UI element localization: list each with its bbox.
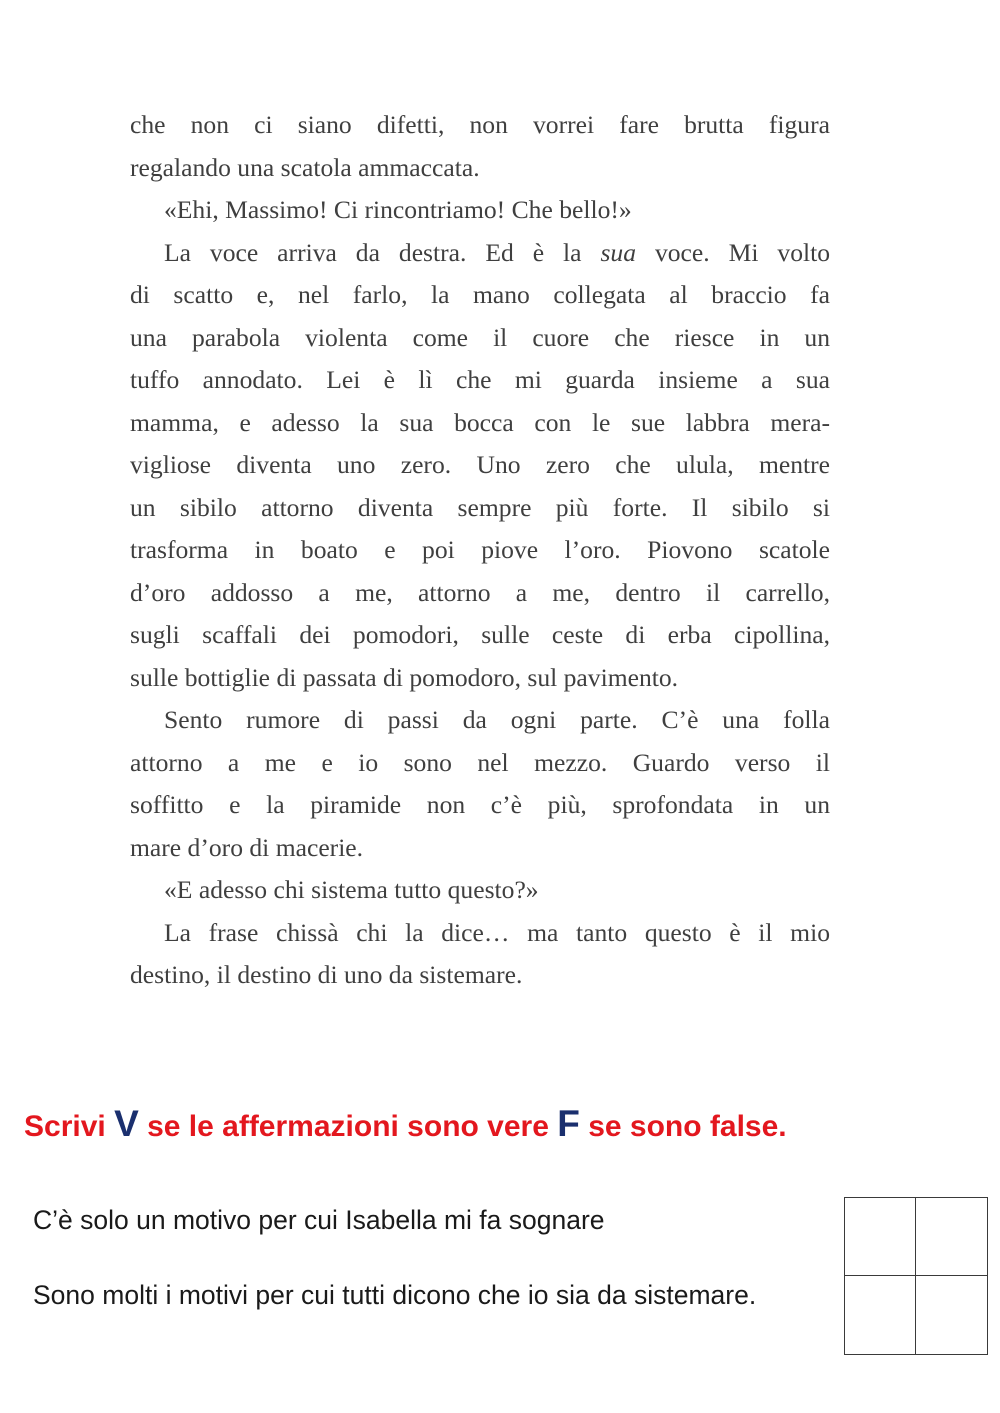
answer-box-statement-2-a[interactable] (845, 1276, 916, 1354)
passage-text: La voce arriva da destra. Ed è la (164, 237, 601, 267)
false-letter: F (557, 1103, 580, 1144)
exercise-instruction (24, 1099, 984, 1152)
passage-line (130, 232, 830, 275)
passage-line: che non ci siano difetti, non vorrei fare brutta figura (130, 110, 830, 139)
passage-text: voce. Mi volto (636, 237, 831, 267)
statement-1: C’è solo un motivo per cui Isabella mi fa sognare (33, 1205, 605, 1235)
passage-line: trasforma in boato e poi piove l’oro. Piovono scatole (130, 535, 830, 564)
passage-line: vigliose diventa uno zero. Uno zero che ulula, mentre (130, 450, 830, 479)
passage-line: regalando una scatola ammaccata. (130, 152, 480, 182)
instruction-text: se sono false. (579, 1110, 787, 1143)
answer-grid (844, 1197, 988, 1355)
true-letter: V (114, 1103, 139, 1144)
passage-line: soffitto e la piramide non c’è più, sprofondata in un (130, 790, 830, 819)
passage-line: destino, il destino di uno da sistemare. (130, 960, 523, 989)
statement-2: Sono molti i motivi per cui tutti dicono che io sia da sistemare. (33, 1280, 757, 1310)
answer-box-statement-1-a[interactable] (845, 1198, 916, 1276)
passage-line: tuffo annodato. Lei è lì che mi guarda insieme a sua (130, 365, 830, 394)
passage-line: «Ehi, Massimo! Ci rincontriamo! Che bello!» (164, 195, 632, 224)
passage-line: mamma, e adesso la sua bocca con le sue labbra mera- (130, 407, 830, 437)
scanned-passage (130, 104, 830, 997)
instruction-text: se le affermazioni sono vere (138, 1110, 558, 1143)
passage-line: d’oro addosso a me, attorno a me, dentro il carrello, (130, 577, 830, 607)
passage-italic-word: sua (600, 237, 636, 267)
instruction-text: Scrivi (24, 1110, 115, 1143)
passage-line: Sento rumore di passi da ogni parte. C’è una folla (164, 705, 830, 734)
passage-line: una parabola violenta come il cuore che riesce in un (130, 322, 830, 352)
passage-line: La frase chissà chi la dice… ma tanto questo è il mio (164, 917, 830, 947)
passage-line: attorno a me e io sono nel mezzo. Guardo verso il (130, 747, 830, 777)
passage-line: mare d’oro di macerie. (130, 832, 364, 862)
passage-line: un sibilo attorno diventa sempre più forte. Il sibilo si (130, 492, 830, 522)
passage-line: «E adesso chi sistema tutto questo?» (164, 875, 539, 904)
passage-line: sulle bottiglie di passata di pomodoro, sul pavimento. (130, 662, 679, 692)
passage-line: di scatto e, nel farlo, la mano collegata al braccio fa (130, 280, 830, 309)
answer-box-statement-1-b[interactable] (916, 1198, 987, 1276)
answer-box-statement-2-b[interactable] (916, 1276, 987, 1354)
passage-line: sugli scaffali dei pomodori, sulle ceste di erba cipollina, (130, 620, 830, 649)
